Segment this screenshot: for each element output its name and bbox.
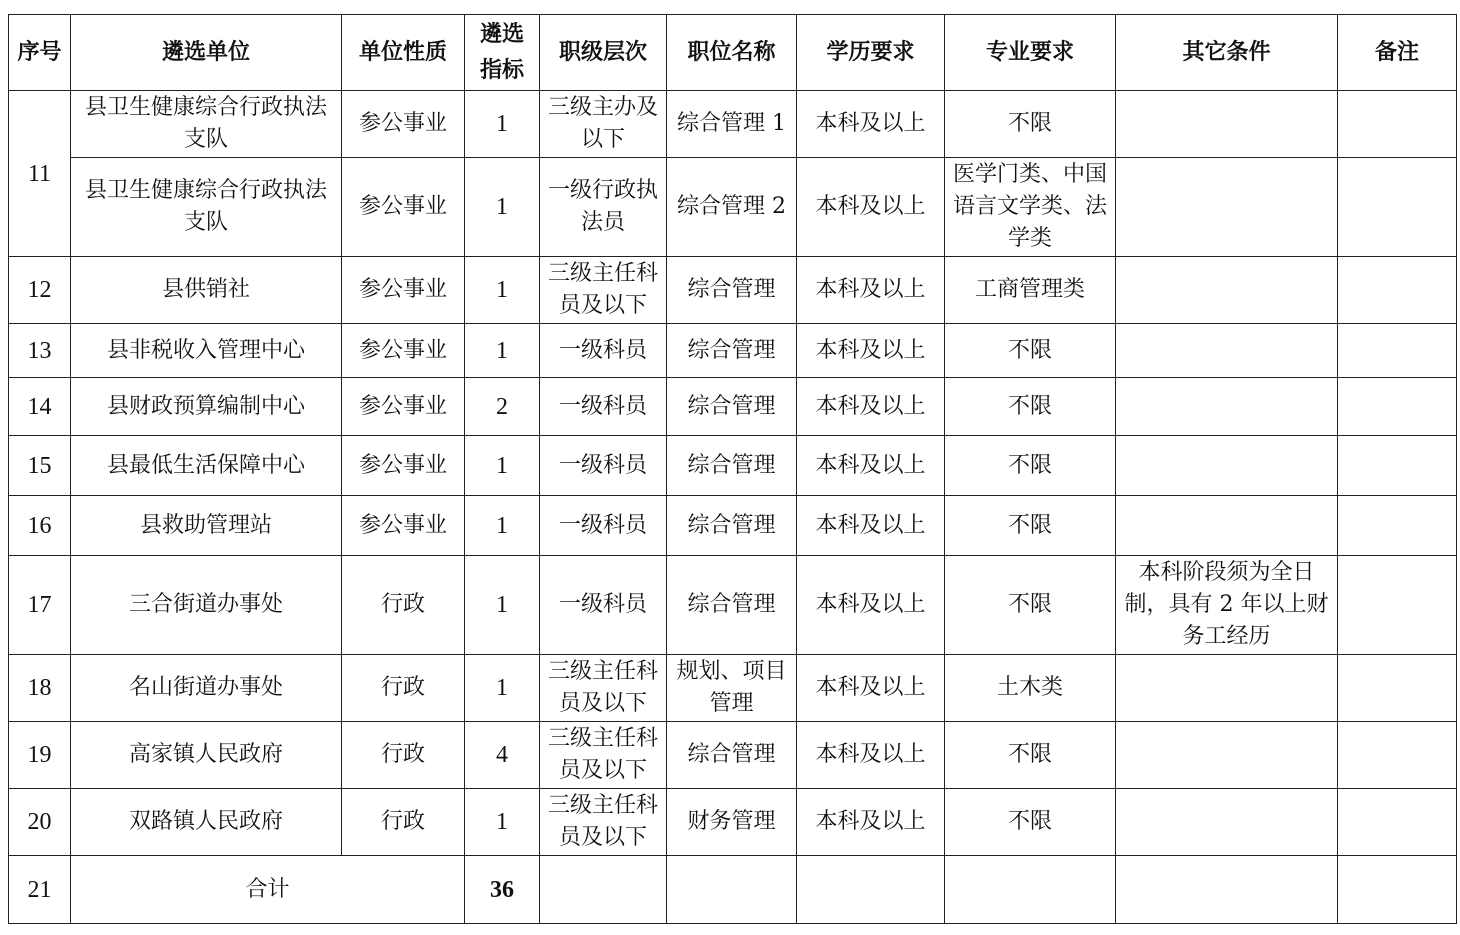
total-empty-cell bbox=[797, 856, 945, 924]
row-nature: 参公事业 bbox=[342, 378, 465, 436]
row-note bbox=[1338, 257, 1457, 324]
table-row bbox=[9, 722, 1457, 789]
row-nature: 行政 bbox=[342, 556, 465, 655]
row-edu: 本科及以上 bbox=[797, 324, 945, 378]
row-nature: 参公事业 bbox=[342, 436, 465, 496]
row-level: 三级主任科员及以下 bbox=[540, 655, 667, 722]
row-major: 不限 bbox=[945, 436, 1116, 496]
row-edu: 本科及以上 bbox=[797, 436, 945, 496]
row-note bbox=[1338, 91, 1457, 158]
row-other bbox=[1116, 257, 1338, 324]
row-note bbox=[1338, 378, 1457, 436]
row-seq: 17 bbox=[9, 556, 71, 655]
row-note bbox=[1338, 158, 1457, 257]
row-title: 综合管理 bbox=[667, 496, 797, 556]
total-empty-cell bbox=[1116, 856, 1338, 924]
row-edu: 本科及以上 bbox=[797, 496, 945, 556]
row-nature: 参公事业 bbox=[342, 496, 465, 556]
row-other bbox=[1116, 436, 1338, 496]
row-title: 综合管理 bbox=[667, 556, 797, 655]
row-nature: 参公事业 bbox=[342, 257, 465, 324]
row-major: 不限 bbox=[945, 496, 1116, 556]
row-nature: 参公事业 bbox=[342, 324, 465, 378]
header-title: 职位名称 bbox=[667, 15, 797, 91]
row-seq: 19 bbox=[9, 722, 71, 789]
table-row bbox=[9, 91, 1457, 158]
row-note bbox=[1338, 655, 1457, 722]
row-quota: 1 bbox=[465, 789, 540, 856]
row-seq: 13 bbox=[9, 324, 71, 378]
row-unit: 三合街道办事处 bbox=[71, 556, 342, 655]
row-title: 综合管理 bbox=[667, 436, 797, 496]
selection-table bbox=[8, 14, 1457, 924]
table-row bbox=[9, 257, 1457, 324]
row-quota: 1 bbox=[465, 556, 540, 655]
header-quota: 遴选指标 bbox=[465, 15, 540, 91]
header-nature: 单位性质 bbox=[342, 15, 465, 91]
row-seq: 20 bbox=[9, 789, 71, 856]
row-title: 综合管理 1 bbox=[667, 91, 797, 158]
row-major: 土木类 bbox=[945, 655, 1116, 722]
row-edu: 本科及以上 bbox=[797, 158, 945, 257]
row-other bbox=[1116, 655, 1338, 722]
header-row bbox=[9, 15, 1457, 91]
row-major: 工商管理类 bbox=[945, 257, 1116, 324]
row-title: 综合管理 bbox=[667, 722, 797, 789]
table-row bbox=[9, 324, 1457, 378]
header-seq: 序号 bbox=[9, 15, 71, 91]
row-quota: 1 bbox=[465, 257, 540, 324]
table-row bbox=[9, 556, 1457, 655]
row-quota: 4 bbox=[465, 722, 540, 789]
row-note bbox=[1338, 789, 1457, 856]
total-empty-cell bbox=[540, 856, 667, 924]
header-major: 专业要求 bbox=[945, 15, 1116, 91]
header-level: 职级层次 bbox=[540, 15, 667, 91]
row-major: 不限 bbox=[945, 378, 1116, 436]
total-empty-cell bbox=[1338, 856, 1457, 924]
row-unit: 县供销社 bbox=[71, 257, 342, 324]
table-row bbox=[9, 378, 1457, 436]
row-major: 不限 bbox=[945, 91, 1116, 158]
row-note bbox=[1338, 436, 1457, 496]
header-other: 其它条件 bbox=[1116, 15, 1338, 91]
table-row bbox=[9, 789, 1457, 856]
row-unit: 县非税收入管理中心 bbox=[71, 324, 342, 378]
row-unit: 县卫生健康综合行政执法支队 bbox=[71, 91, 342, 158]
row-unit: 县卫生健康综合行政执法支队 bbox=[71, 158, 342, 257]
row-seq: 14 bbox=[9, 378, 71, 436]
row-nature: 参公事业 bbox=[342, 91, 465, 158]
row-unit: 名山街道办事处 bbox=[71, 655, 342, 722]
row-title: 综合管理 bbox=[667, 257, 797, 324]
row-other bbox=[1116, 496, 1338, 556]
row-level: 一级科员 bbox=[540, 556, 667, 655]
header-edu: 学历要求 bbox=[797, 15, 945, 91]
row-quota: 2 bbox=[465, 378, 540, 436]
row-unit: 高家镇人民政府 bbox=[71, 722, 342, 789]
row-edu: 本科及以上 bbox=[797, 257, 945, 324]
row-other bbox=[1116, 789, 1338, 856]
row-nature: 行政 bbox=[342, 655, 465, 722]
row-unit: 县财政预算编制中心 bbox=[71, 378, 342, 436]
row-edu: 本科及以上 bbox=[797, 722, 945, 789]
row-quota: 1 bbox=[465, 158, 540, 257]
row-note bbox=[1338, 324, 1457, 378]
row-major: 不限 bbox=[945, 722, 1116, 789]
total-empty-cell bbox=[667, 856, 797, 924]
row-nature: 行政 bbox=[342, 789, 465, 856]
row-quota: 1 bbox=[465, 655, 540, 722]
row-major: 医学门类、中国语言文学类、法学类 bbox=[945, 158, 1116, 257]
row-seq: 11 bbox=[9, 91, 71, 257]
row-level: 一级行政执法员 bbox=[540, 158, 667, 257]
row-major: 不限 bbox=[945, 324, 1116, 378]
row-edu: 本科及以上 bbox=[797, 378, 945, 436]
row-level: 三级主任科员及以下 bbox=[540, 722, 667, 789]
row-title: 财务管理 bbox=[667, 789, 797, 856]
row-edu: 本科及以上 bbox=[797, 91, 945, 158]
row-note bbox=[1338, 496, 1457, 556]
table-row bbox=[9, 655, 1457, 722]
total-value: 36 bbox=[465, 856, 540, 924]
row-seq: 12 bbox=[9, 257, 71, 324]
row-other bbox=[1116, 722, 1338, 789]
row-title: 综合管理 2 bbox=[667, 158, 797, 257]
row-level: 一级科员 bbox=[540, 436, 667, 496]
table-row bbox=[9, 158, 1457, 257]
row-level: 一级科员 bbox=[540, 378, 667, 436]
row-major: 不限 bbox=[945, 556, 1116, 655]
row-note bbox=[1338, 722, 1457, 789]
row-edu: 本科及以上 bbox=[797, 556, 945, 655]
table-row bbox=[9, 496, 1457, 556]
row-seq: 15 bbox=[9, 436, 71, 496]
row-major: 不限 bbox=[945, 789, 1116, 856]
row-unit: 县最低生活保障中心 bbox=[71, 436, 342, 496]
row-level: 三级主任科员及以下 bbox=[540, 257, 667, 324]
row-other: 本科阶段须为全日制，具有 2 年以上财务工经历 bbox=[1116, 556, 1338, 655]
row-quota: 1 bbox=[465, 436, 540, 496]
row-other bbox=[1116, 158, 1338, 257]
row-quota: 1 bbox=[465, 496, 540, 556]
row-quota: 1 bbox=[465, 324, 540, 378]
row-nature: 参公事业 bbox=[342, 158, 465, 257]
header-unit: 遴选单位 bbox=[71, 15, 342, 91]
row-note bbox=[1338, 556, 1457, 655]
row-level: 三级主办及以下 bbox=[540, 91, 667, 158]
total-row bbox=[9, 856, 1457, 924]
row-edu: 本科及以上 bbox=[797, 655, 945, 722]
row-title: 综合管理 bbox=[667, 378, 797, 436]
row-nature: 行政 bbox=[342, 722, 465, 789]
row-seq: 16 bbox=[9, 496, 71, 556]
row-level: 三级主任科员及以下 bbox=[540, 789, 667, 856]
total-empty-cell bbox=[945, 856, 1116, 924]
row-unit: 县救助管理站 bbox=[71, 496, 342, 556]
table-row bbox=[9, 436, 1457, 496]
row-unit: 双路镇人民政府 bbox=[71, 789, 342, 856]
row-level: 一级科员 bbox=[540, 324, 667, 378]
row-edu: 本科及以上 bbox=[797, 789, 945, 856]
row-other bbox=[1116, 324, 1338, 378]
row-other bbox=[1116, 378, 1338, 436]
row-title: 综合管理 bbox=[667, 324, 797, 378]
row-other bbox=[1116, 91, 1338, 158]
row-seq: 18 bbox=[9, 655, 71, 722]
total-seq: 21 bbox=[9, 856, 71, 924]
total-label: 合计 bbox=[71, 856, 465, 924]
header-note: 备注 bbox=[1338, 15, 1457, 91]
row-title: 规划、项目管理 bbox=[667, 655, 797, 722]
row-level: 一级科员 bbox=[540, 496, 667, 556]
row-quota: 1 bbox=[465, 91, 540, 158]
